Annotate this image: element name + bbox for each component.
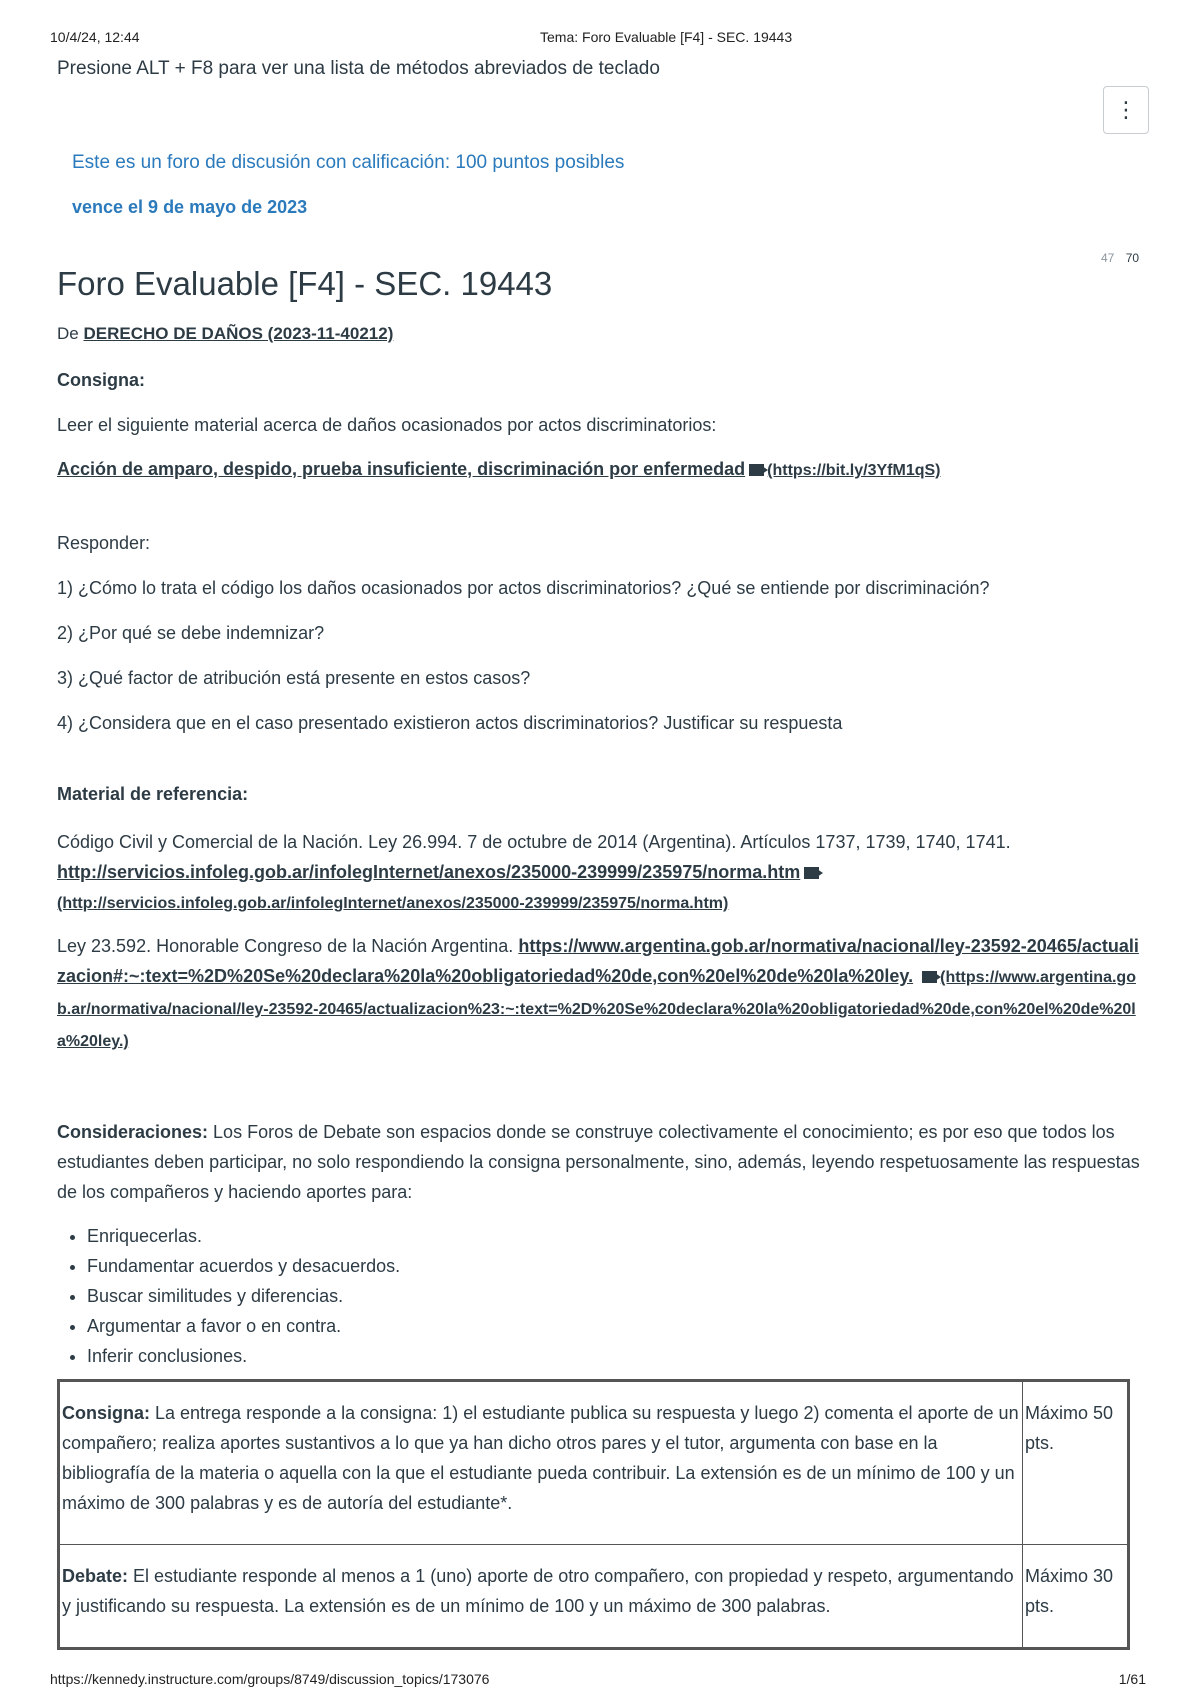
- considerations: [57, 1117, 1147, 1207]
- reading-link-line: [57, 457, 1147, 483]
- unread-count: 47: [1101, 251, 1115, 265]
- list-item: • Enriquecerlas.: [87, 1221, 1147, 1251]
- due-date: vence el 9 de mayo de 2023: [72, 197, 308, 217]
- topic-from: [57, 324, 1147, 344]
- reference-1-text: Código Civil y Comercial de la Nación. Ley 26.994. 7 de octubre de 2014 (Argentina). Artículos 1737, 1739, 1740, 1741.: [57, 832, 1011, 852]
- question-2: 2) ¿Por qué se debe indemnizar?: [57, 623, 325, 643]
- external-link-icon: [749, 464, 764, 476]
- rubric-criterion: [59, 1545, 1023, 1649]
- intro-text: Leer el siguiente material acerca de daños ocasionados por actos discriminatorios:: [57, 415, 717, 435]
- print-page-number: 1/61: [1118, 1671, 1146, 1687]
- considerations-list: [57, 1221, 1147, 1371]
- external-link-icon: [804, 867, 819, 879]
- kebab-vertical-icon: ⋮: [1115, 97, 1137, 122]
- topic-content: [57, 264, 1147, 1650]
- question-1: 1) ¿Cómo lo trata el código los daños ocasionados por actos discriminatorios? ¿Qué se entiende por discriminación?: [57, 578, 990, 598]
- options-menu-button[interactable]: [1103, 86, 1149, 134]
- external-link-icon: [922, 971, 937, 983]
- reference-1: [57, 827, 1147, 919]
- table-row: [59, 1545, 1129, 1649]
- considerations-label: Consideraciones:: [57, 1122, 209, 1142]
- rubric-criterion: [59, 1381, 1023, 1545]
- rubric-criterion-label: Consigna:: [62, 1403, 150, 1423]
- list-item: • Argumentar a favor o en contra.: [87, 1311, 1147, 1341]
- rubric-max-points: Máximo 30 pts.: [1023, 1545, 1129, 1649]
- topic-title: Foro Evaluable [F4] - SEC. 19443: [57, 265, 553, 302]
- question-3: 3) ¿Qué factor de atribución está presente en estos casos?: [57, 668, 531, 688]
- course-link[interactable]: DERECHO DE DAÑOS (2023-11-40212): [83, 324, 394, 343]
- reading-url-link[interactable]: (https://bit.ly/3YfM1qS): [767, 462, 941, 479]
- print-page-title: Tema: Foro Evaluable [F4] - SEC. 19443: [540, 29, 793, 45]
- from-label: De: [57, 324, 79, 343]
- graded-discussion-notice: Este es un foro de discusión con calificación: 100 puntos posibles: [72, 152, 625, 173]
- rubric-criterion-label: Debate:: [62, 1566, 129, 1586]
- total-count: 70: [1125, 251, 1140, 265]
- rubric-max-points: Máximo 50 pts.: [1023, 1381, 1129, 1545]
- considerations-text: Los Foros de Debate son espacios donde se construye colectivamente el conocimiento; es por eso que todos los estudiantes deben participar, no solo respondiendo la consigna personalmente, sino, además, leyendo respetuosamente las respuestas de los compañeros y haciendo aportes para:: [57, 1122, 1140, 1202]
- rubric-criterion-text: El estudiante responde al menos a 1 (uno) aporte de otro compañero, con propiedad y respeto, argumentando y justificando su respuesta. La extensión es de un mínimo de 100 y un máximo de 300 palabras.: [62, 1566, 1014, 1616]
- reference-1-url-link[interactable]: (http://servicios.infoleg.gob.ar/infolegInternet/anexos/235000-239999/235975/norma.htm): [57, 895, 729, 912]
- responder-label: Responder:: [57, 533, 151, 553]
- reference-2-text: Ley 23.592. Honorable Congreso de la Nación Argentina.: [57, 936, 514, 956]
- print-page-url: https://kennedy.instructure.com/groups/8749/discussion_topics/173076: [50, 1671, 490, 1687]
- print-header: [50, 27, 1150, 47]
- question-4: 4) ¿Considera que en el caso presentado existieron actos discriminatorios? Justificar su respuesta: [57, 713, 843, 733]
- reading-link[interactable]: Acción de amparo, despido, prueba insuficiente, discriminación por enfermedad: [57, 459, 746, 479]
- reply-counts: [1101, 251, 1139, 265]
- print-datetime: 10/4/24, 12:44: [50, 29, 140, 45]
- material-heading: Material de referencia:: [57, 784, 249, 804]
- list-item: • Buscar similitudes y diferencias.: [87, 1281, 1147, 1311]
- table-row: [59, 1381, 1129, 1545]
- list-item: • Inferir conclusiones.: [87, 1341, 1147, 1371]
- rubric-criterion-text: La entrega responde a la consigna: 1) el estudiante publica su respuesta y luego 2) comenta el aporte de un compañero; realiza aportes sustantivos a lo que ya han dicho otros pares y el tutor, argumenta con base en la bibliografía de la materia o aquella con la que el estudiante pueda contribuir. La extensión es de un mínimo de 100 y un máximo de 300 palabras y es de autoría del estudiante*.: [62, 1403, 1019, 1513]
- reference-1-link[interactable]: http://servicios.infoleg.gob.ar/infolegInternet/anexos/235000-239999/235975/norma.htm: [57, 862, 801, 882]
- reference-2-link[interactable]: https://www.argentina.gob.ar/normativa/nacional/ley-23592-20465/actualizacion#:~:text=%2D%20Se%20declara%20la%20obligatoriedad%20de,con%20el%20de%20la%20ley.: [57, 936, 1139, 986]
- reference-2: [57, 931, 1147, 1057]
- list-item: • Fundamentar acuerdos y desacuerdos.: [87, 1251, 1147, 1281]
- keyboard-shortcut-hint: Presione ALT + F8 para ver una lista de métodos abreviados de teclado: [57, 58, 660, 79]
- consigna-heading: Consigna:: [57, 370, 145, 390]
- reference-2-url-link[interactable]: (https://www.argentina.gob.ar/normativa/nacional/ley-23592-20465/actualizacion%23:~:text=%2D%20Se%20declara%20la%20obligatoriedad%20de,con%20el%20de%20la%20ley.): [57, 969, 1136, 1050]
- rubric-table: [57, 1379, 1130, 1650]
